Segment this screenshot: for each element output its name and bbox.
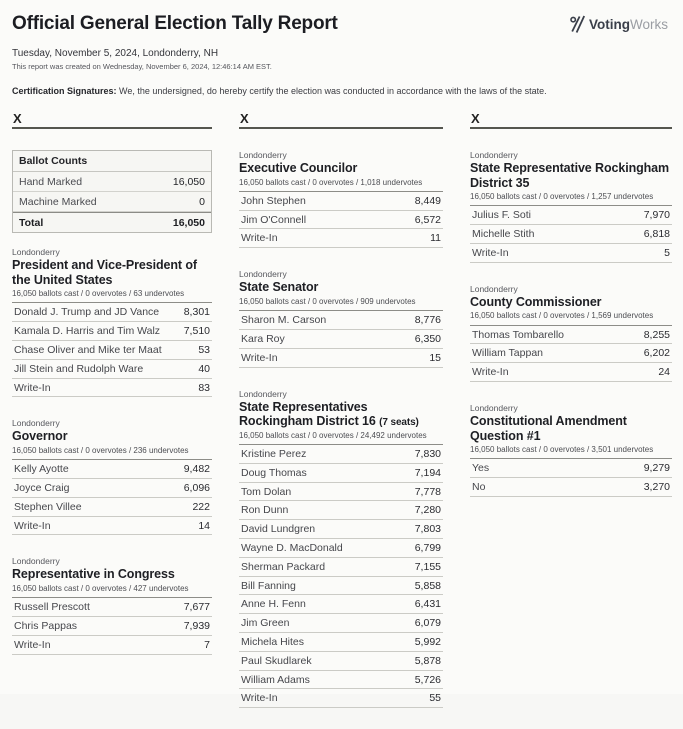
candidate-name: Doug Thomas — [241, 466, 307, 479]
vote-count: 7,280 — [414, 504, 441, 517]
vote-count: 8,449 — [414, 194, 441, 207]
contest-row — [239, 539, 443, 558]
contest-location: Londonderry — [470, 150, 518, 160]
vote-count: 7,510 — [183, 325, 210, 338]
contest-row — [470, 206, 672, 225]
vote-count: 6,096 — [183, 482, 210, 495]
vote-count: 222 — [192, 500, 210, 513]
contest-rows — [470, 326, 672, 382]
vote-count: 7,939 — [183, 620, 210, 633]
vote-count: 6,431 — [414, 598, 441, 611]
candidate-name: No — [472, 481, 486, 494]
candidate-name: Kamala D. Harris and Tim Walz — [14, 325, 161, 338]
contest-row — [12, 460, 212, 479]
candidate-name: Chris Pappas — [14, 620, 78, 633]
contest-table — [470, 284, 672, 382]
vote-count: 5,878 — [414, 654, 441, 667]
contest-row — [12, 341, 212, 360]
contest-seats-note: (7 seats) — [379, 417, 419, 429]
contest-row — [239, 558, 443, 577]
vote-count: 6,799 — [414, 542, 441, 555]
vote-count: 9,279 — [643, 462, 670, 475]
report-created-line: This report was created on Wednesday, November 6, 2024, 12:46:14 AM EST. — [12, 62, 272, 71]
ballot-counts-total-row — [13, 212, 211, 232]
election-date-line: Tuesday, November 5, 2024, Londonderry, NH — [12, 48, 219, 59]
ballot-counts-row — [13, 192, 211, 212]
contest-rows — [470, 459, 672, 497]
contest-title: President and Vice-President of the United States — [12, 258, 197, 287]
ballot-count-label: Machine Marked — [19, 195, 97, 208]
signature-line: X — [12, 112, 212, 129]
report-header — [12, 10, 670, 35]
vote-count: 14 — [198, 519, 210, 532]
contest-list — [470, 150, 672, 497]
contest-row — [12, 498, 212, 517]
candidate-name: Yes — [472, 462, 490, 475]
candidate-name: Write-In — [241, 232, 278, 245]
contest-table — [470, 150, 672, 263]
contest-row — [239, 520, 443, 539]
candidate-name: Julius F. Soti — [472, 209, 531, 222]
candidate-name: William Adams — [241, 673, 310, 686]
contest-rows — [12, 460, 212, 535]
contest-meta: 16,050 ballots cast / 0 overvotes / 1,018 undervotes — [239, 178, 443, 192]
contest-row — [239, 445, 443, 464]
contest-title: County Commissioner — [470, 294, 602, 309]
contest-title: Representative in Congress — [12, 567, 175, 582]
contest-row — [239, 595, 443, 614]
candidate-name: Anne H. Fenn — [241, 598, 306, 611]
contest-title: State Senator — [239, 280, 319, 295]
contest-rows — [12, 303, 212, 397]
vote-count: 9,482 — [183, 463, 210, 476]
ballot-counts-header: Ballot Counts — [13, 151, 211, 172]
contest-row — [470, 459, 672, 478]
vote-count: 15 — [429, 351, 441, 364]
vote-count: 8,255 — [643, 328, 670, 341]
contest-row — [239, 211, 443, 230]
candidate-name: Write-In — [472, 366, 509, 379]
ballot-count-label: Hand Marked — [19, 175, 83, 188]
contest-row — [470, 225, 672, 244]
vote-count: 55 — [429, 692, 441, 705]
contest-row — [239, 689, 443, 708]
contest-rows — [239, 311, 443, 367]
candidate-name: Russell Prescott — [14, 601, 90, 614]
contest-table — [12, 247, 212, 397]
contest-row — [239, 633, 443, 652]
vote-count: 6,818 — [643, 228, 670, 241]
votingworks-logo — [569, 15, 668, 34]
candidate-name: Write-In — [241, 351, 278, 364]
contest-title: Executive Councilor — [239, 161, 358, 175]
candidate-name: Sharon M. Carson — [241, 314, 327, 327]
candidate-name: Paul Skudlarek — [241, 654, 312, 667]
contest-title: State Representatives Rockingham District 16 (7 seats) — [239, 399, 419, 429]
certification-label: Certification Signatures: — [12, 86, 117, 96]
contest-row — [12, 379, 212, 398]
candidate-name: Bill Fanning — [241, 579, 296, 592]
vote-count: 7,803 — [414, 523, 441, 536]
contest-location: Londonderry — [239, 388, 287, 399]
candidate-name: Michela Hites — [241, 636, 305, 649]
vote-count: 6,202 — [643, 347, 670, 360]
candidate-name: Kara Roy — [241, 332, 285, 345]
candidate-name: Sherman Packard — [241, 560, 326, 573]
contest-row — [12, 517, 212, 536]
candidate-name: Write-In — [14, 381, 51, 394]
contest-row — [12, 598, 212, 617]
candidate-name: Kristine Perez — [241, 448, 307, 461]
vote-count: 7,778 — [414, 485, 441, 498]
candidate-name: Joyce Craig — [14, 482, 70, 495]
contest-table — [239, 269, 443, 367]
contest-table — [12, 418, 212, 535]
report-columns — [12, 112, 670, 729]
ballot-counts-table — [12, 150, 212, 233]
report-column-2 — [239, 112, 443, 729]
candidate-name: Michelle Stith — [472, 228, 535, 241]
vote-count: 6,079 — [414, 617, 441, 630]
candidate-name: Stephen Villee — [14, 500, 82, 513]
candidate-name: Write-In — [241, 692, 278, 705]
contest-rows — [12, 598, 212, 654]
candidate-name: Wayne D. MacDonald — [241, 542, 343, 555]
signature-line: X — [239, 112, 443, 129]
contest-row — [239, 614, 443, 633]
ballot-count-total-value: 16,050 — [172, 216, 205, 229]
certification-text: We, the undersigned, do hereby certify the election was conducted in accordance with the laws of the state. — [116, 86, 547, 96]
contest-title: State Representative Rockingham District 35 — [470, 161, 670, 190]
contest-row — [239, 229, 443, 248]
contest-rows — [239, 445, 443, 708]
contest-row — [239, 311, 443, 330]
candidate-name: Jill Stein and Rudolph Ware — [14, 362, 144, 375]
contest-location: Londonderry — [12, 556, 60, 567]
vote-count: 6,350 — [414, 332, 441, 345]
candidate-name: Write-In — [14, 519, 51, 532]
candidate-name: Chase Oliver and Mike ter Maat — [14, 343, 162, 356]
candidate-name: Thomas Tombarello — [472, 328, 565, 341]
vote-count: 5,858 — [414, 579, 441, 592]
vote-count: 7,830 — [414, 448, 441, 461]
contest-row — [12, 636, 212, 655]
ballot-count-value: 16,050 — [172, 175, 205, 188]
vote-count: 7,970 — [643, 209, 670, 222]
contest-list — [12, 247, 212, 655]
candidate-name: David Lundgren — [241, 523, 316, 536]
candidate-name: Kelly Ayotte — [14, 463, 69, 476]
vote-count: 11 — [430, 232, 441, 245]
contest-meta: 16,050 ballots cast / 0 overvotes / 427 undervotes — [12, 584, 212, 598]
vote-count: 5 — [664, 246, 670, 259]
contest-rows — [239, 192, 443, 248]
contest-row — [470, 478, 672, 497]
vote-count: 83 — [198, 381, 210, 394]
contest-row — [470, 244, 672, 263]
contest-row — [239, 671, 443, 690]
vote-count: 5,726 — [414, 673, 441, 686]
contest-row — [12, 617, 212, 636]
vote-count: 40 — [198, 362, 210, 375]
contest-row — [239, 501, 443, 520]
contest-table — [239, 150, 443, 248]
contest-row — [239, 330, 443, 349]
candidate-name: Jim Green — [241, 617, 290, 630]
contest-row — [12, 303, 212, 322]
candidate-name: Ron Dunn — [241, 504, 289, 517]
contest-row — [239, 192, 443, 211]
ballot-counts-row — [13, 172, 211, 192]
report-column-1 — [12, 112, 212, 729]
contest-row — [239, 349, 443, 368]
contest-row — [12, 479, 212, 498]
contest-location: Londonderry — [470, 283, 518, 294]
contest-location: Londonderry — [470, 403, 518, 414]
contest-location: Londonderry — [239, 150, 287, 160]
vote-count: 6,572 — [414, 213, 441, 226]
vote-count: 8,301 — [183, 306, 210, 319]
contest-meta: 16,050 ballots cast / 0 overvotes / 3,501 undervotes — [470, 445, 672, 459]
contest-meta: 16,050 ballots cast / 0 overvotes / 236 undervotes — [12, 446, 212, 460]
candidate-name: Write-In — [14, 638, 51, 651]
contest-row — [12, 360, 212, 379]
vote-count: 7,677 — [183, 601, 210, 614]
vote-count: 7 — [204, 638, 210, 651]
ballot-count-value: 0 — [199, 195, 205, 208]
contest-meta: 16,050 ballots cast / 0 overvotes / 1,257 undervotes — [470, 192, 672, 206]
contest-rows — [470, 206, 672, 262]
contest-meta: 16,050 ballots cast / 0 overvotes / 909 undervotes — [239, 297, 443, 311]
contest-title: Governor — [12, 429, 68, 444]
contest-row — [239, 577, 443, 596]
votingworks-wordmark: VotingWorks — [588, 17, 668, 32]
contest-row — [239, 483, 443, 502]
certification-line — [12, 86, 670, 96]
contest-table — [12, 556, 212, 654]
contest-table — [239, 389, 443, 709]
contest-meta: 16,050 ballots cast / 0 overvotes / 1,569 undervotes — [470, 311, 672, 325]
vote-count: 3,270 — [643, 481, 670, 494]
candidate-name: Jim O'Connell — [241, 213, 307, 226]
contest-row — [239, 464, 443, 483]
contest-table — [470, 403, 672, 497]
candidate-name: William Tappan — [472, 347, 544, 360]
contest-row — [12, 322, 212, 341]
candidate-name: Write-In — [472, 246, 509, 259]
page-title: Official General Election Tally Report — [12, 13, 338, 34]
vote-count: 7,155 — [414, 560, 441, 573]
votingworks-check-icon — [569, 15, 586, 34]
vote-count: 24 — [658, 366, 670, 379]
candidate-name: Donald J. Trump and JD Vance — [14, 306, 160, 319]
vote-count: 53 — [198, 343, 210, 356]
contest-list — [239, 150, 443, 708]
signature-line: X — [470, 112, 672, 129]
vote-count: 5,992 — [414, 636, 441, 649]
contest-row — [470, 344, 672, 363]
ballot-count-total-label: Total — [19, 216, 44, 229]
candidate-name: John Stephen — [241, 194, 306, 207]
candidate-name: Tom Dolan — [241, 485, 292, 498]
contest-location: Londonderry — [239, 269, 287, 280]
vote-count: 7,194 — [414, 466, 441, 479]
contest-title: Constitutional Amendment Question #1 — [470, 414, 627, 443]
contest-meta: 16,050 ballots cast / 0 overvotes / 24,492 undervotes — [239, 431, 443, 445]
report-column-3 — [470, 112, 672, 729]
contest-row — [470, 363, 672, 382]
contest-row — [470, 326, 672, 345]
contest-location: Londonderry — [12, 418, 60, 429]
contest-location: Londonderry — [12, 247, 60, 257]
contest-row — [239, 652, 443, 671]
contest-meta: 16,050 ballots cast / 0 overvotes / 63 undervotes — [12, 289, 212, 303]
vote-count: 8,776 — [414, 314, 441, 327]
